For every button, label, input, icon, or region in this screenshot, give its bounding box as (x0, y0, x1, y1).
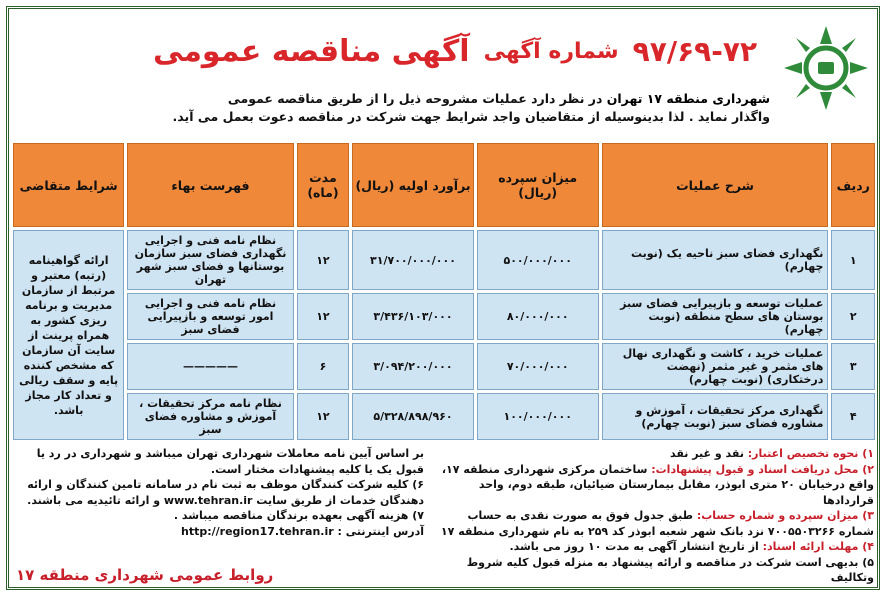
address-label: آدرس اینترنتی : (337, 524, 424, 538)
row-estimate: ۳/۰۹۴/۲۰۰/۰۰۰ (352, 343, 474, 390)
intro-line1: در نظر دارد عملیات مشروحه ذیل را از طریق مناقصه عمومی (227, 91, 607, 106)
note-2 (434, 462, 874, 509)
col-header-estimate: برآورد اولیه (ریال) (352, 143, 474, 227)
row-number: ۴ (831, 393, 875, 440)
col-header-conditions: شرایط متقاضی (13, 143, 124, 227)
row-duration: ۱۲ (297, 230, 350, 290)
col-header-row-number: ردیف (831, 143, 875, 227)
note-4 (434, 539, 874, 555)
note-3 (434, 508, 874, 539)
row-estimate: ۳۱/۷۰۰/۰۰۰/۰۰۰ (352, 230, 474, 290)
note-1 (434, 446, 874, 462)
row-description: عملیات خرید ، کاشت و نگهداری نهال های مثمر و غیر مثمر (نهضت درختکاری) (نوبت چهارم) (602, 343, 829, 390)
row-deposit: ۸۰/۰۰۰/۰۰۰ (477, 293, 599, 340)
title-sub: شماره آگهی (483, 38, 619, 64)
note-4-label: ۴) مهلت ارائه اسناد: (762, 540, 874, 553)
row-description: عملیات توسعه و بازپیرایی فضای سبز بوستان های سطح منطقه (نوبت چهارم) (602, 293, 829, 340)
title-number: ۹۷/۶۹-۷۲ (632, 34, 758, 68)
municipality-logo-icon (780, 22, 872, 114)
row-description: نگهداری فضای سبز ناحیه یک (نوبت چهارم) (602, 230, 829, 290)
tender-table (10, 140, 878, 443)
note-2-label: ۲) محل دریافت اسناد و قبول پیشنهادات: (651, 462, 874, 476)
table-row (13, 343, 875, 390)
note-5: ۵) بدیهی است شرکت در مناقصه و ارائه پیشنهاد به منزله قبول کلیه شروط وتکالیف (466, 555, 874, 584)
row-deposit: ۱۰۰/۰۰۰/۰۰۰ (477, 393, 599, 440)
table-row (13, 230, 875, 290)
row-number: ۱ (831, 230, 875, 290)
intro-line2: واگذار نماید . لذا بدینوسیله از متقاضیان واجد شرایط جهت شرکت در مناقصه دعوت بعمل می آید. (172, 109, 770, 124)
note-3-text: طبق جدول فوق به صورت نقدی به حساب شماره ۷۰۰۵۵۰۳۲۶۶ نزد بانک شهر شعبه ابوذر کد ۲۵۹ به نام شهرداری منطقه ۱۷ (440, 509, 874, 538)
note-1-text: نقد و غیر نقد (669, 447, 748, 460)
row-price-list: نظام نامه فنی و اجرایی نگهداری فضای سبز سازمان بوستانها و فضای سبز شهر تهران (127, 230, 293, 290)
note-5-continued: بر اساس آیین نامه معاملات شهرداری تهران میباشد و شهرداری در رد یا قبول یک یا کلیه پیشنهادات مختار است. (36, 447, 424, 476)
row-deposit: ۵۰۰/۰۰۰/۰۰۰ (477, 230, 599, 290)
row-duration: ۱۲ (297, 393, 350, 440)
row-duration: ۱۲ (297, 293, 350, 340)
note-7: ۷) هزینه آگهی بعهده برندگان مناقصه میباشد . (173, 509, 424, 522)
note-1-label: ۱) نحوه تخصیص اعتبار: (747, 447, 874, 460)
note-2-text: ساختمان مرکزی شهرداری منطقه ۱۷، واقع درخیابان ۲۰ متری ابوذر، مقابل بیمارستان ضیائیان، طبقه دوم، واحد قراردادها (441, 462, 874, 507)
public-relations-signature: روابط عمومی شهرداری منطقه ۱۷ (16, 566, 274, 584)
row-estimate: ۵/۳۲۸/۸۹۸/۹۶۰ (352, 393, 474, 440)
row-duration: ۶ (297, 343, 350, 390)
table-row (13, 393, 875, 440)
notes-left-column (14, 446, 424, 539)
table-row (13, 293, 875, 340)
note-4-text: از تاریخ انتشار آگهی به مدت ۱۰ روز می باشد. (509, 540, 763, 553)
intro-org: شهرداری منطقه ۱۷ تهران (606, 91, 770, 106)
notes-right-column (434, 446, 874, 586)
row-description: نگهداری مرکز تحقیقات ، آموزش و مشاوره فضای سبز (نوبت چهارم) (602, 393, 829, 440)
advert-title (140, 28, 770, 74)
address-link[interactable]: http://region17.tehran.ir (181, 524, 334, 538)
col-header-duration: مدت (ماه) (297, 143, 350, 227)
col-header-description: شرح عملیات (602, 143, 829, 227)
row-number: ۲ (831, 293, 875, 340)
col-header-deposit: میزان سپرده (ریال) (477, 143, 599, 227)
row-price-list: ————— (127, 343, 293, 390)
intro-paragraph (150, 90, 770, 126)
row-price-list: نظام نامه مرکز تحقیقات ، آموزش و مشاوره فضای سبز (127, 393, 293, 440)
applicant-conditions: ارائه گواهینامه (رتبه) معتبر و مرتبط از سازمان مدیریت و برنامه ریزی کشور به همراه پرینت از سایت آن سازمان که مشخص کننده پایه و سقف ریالی و تعداد کار مجاز باشد. (13, 230, 124, 440)
table-header-row (13, 143, 875, 227)
note-3-label: ۳) میزان سپرده و شماره حساب: (696, 509, 874, 522)
row-deposit: ۷۰/۰۰۰/۰۰۰ (477, 343, 599, 390)
row-estimate: ۳/۴۳۶/۱۰۳/۰۰۰ (352, 293, 474, 340)
web-address (14, 524, 424, 540)
col-header-price-list: فهرست بهاء (127, 143, 293, 227)
notes-section (10, 446, 878, 586)
row-number: ۳ (831, 343, 875, 390)
title-main: آگهی مناقصه عمومی (152, 33, 470, 69)
note-6: ۶) کلیه شرکت کنندگان موظف به ثبت نام در سامانه تامین کنندگان و ارائه دهندگان خدمات از طریق سایت www.tehran.ir و ارائه تائیدیه می باشند. (27, 478, 424, 507)
row-price-list: نظام نامه فنی و اجرایی امور توسعه و بازپیرایی فضای سبز (127, 293, 293, 340)
